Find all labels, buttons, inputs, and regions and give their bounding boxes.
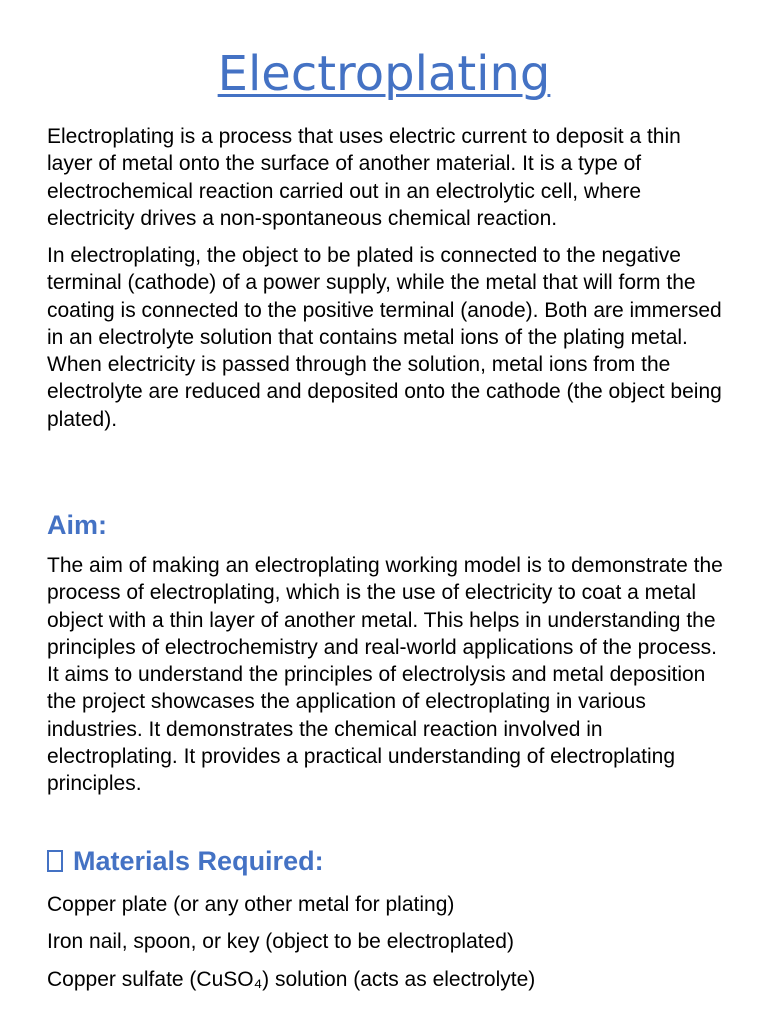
missing-glyph-icon (47, 850, 63, 872)
intro-paragraph-1: Electroplating is a process that uses electric current to deposit a thin layer of metal onto the surface of another material. It is a type of electrochemical reaction carried out in an electrolytic cell, where electricity drives a non-spontaneous chemical reaction. (47, 125, 681, 230)
intro-paragraph-2: In electroplating, the object to be plated is connected to the negative terminal (cathode) of a power supply, while the metal that will form the coating is connected to the positive terminal (anode). Both are immersed in an electrolyte solution that contains metal ions of the plating metal. When electricity is passed through the solution, metal ions from the electrolyte are reduced and deposited onto the cathode (the object being plated). (47, 244, 722, 431)
materials-heading (47, 844, 324, 878)
materials-item-2: Iron nail, spoon, or key (object to be electroplated) (47, 930, 514, 953)
materials-item-1: Copper plate (or any other metal for plating) (47, 893, 455, 916)
materials-item-3: Copper sulfate (CuSO₄) solution (acts as electrolyte) (47, 968, 536, 991)
aim-paragraph: The aim of making an electroplating working model is to demonstrate the process of electroplating, which is the use of electricity to coat a metal object with a thin layer of another metal. This helps in understanding the principles of electrochemistry and real-world applications of the process. It aims to understand the principles of electrolysis and metal deposition the project showcases the application of electroplating in various industries. It demonstrates the chemical reaction involved in electroplating. It provides a practical understanding of electroplating principles. (47, 554, 723, 796)
page-title: Electroplating (217, 46, 551, 102)
materials-heading-label: Materials Required: (73, 846, 324, 876)
aim-heading: Aim: (47, 510, 107, 540)
